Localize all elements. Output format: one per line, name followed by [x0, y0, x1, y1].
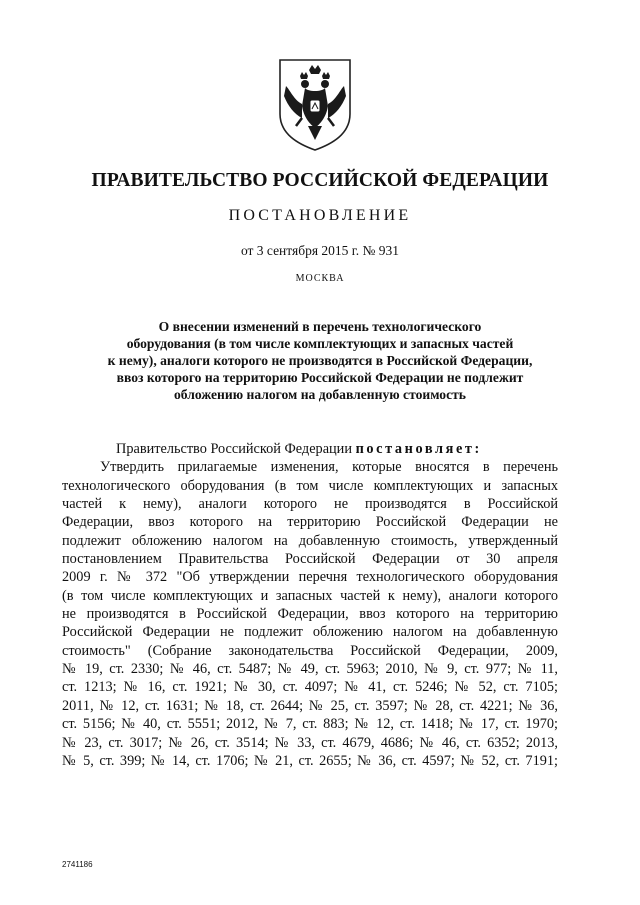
- intro-line: [62, 440, 558, 458]
- subject-line: О внесении изменений в перечень технологического: [158, 319, 482, 334]
- body-line: технологического оборудования (в том числе комплектующих и запасных: [62, 477, 558, 494]
- body-line: частей к нему), аналоги которого не производятся в Российской: [62, 496, 558, 513]
- body-line: стоимость" (Собрание законодательства Российской Федерации, 2009,: [62, 642, 558, 659]
- document-city: МОСКВА: [295, 273, 345, 284]
- body-line: постановлением Правительства Российской Федерации от 30 апреля: [62, 551, 558, 568]
- subject-line: ввоз которого на территорию Российской Федерации не подлежит: [116, 370, 524, 385]
- body-line: подлежит обложению налогом на добавленную стоимость, утвержденный: [62, 532, 558, 549]
- body-line: 2009 г. № 372 "Об утверждении перечня технологического оборудования: [62, 569, 558, 586]
- document-body: [62, 440, 558, 770]
- russian-coat-of-arms-icon: [272, 56, 358, 152]
- document-date-number: от 3 сентября 2015 г. № 931: [240, 243, 400, 258]
- government-title: ПРАВИТЕЛЬСТВО РОССИЙСКОЙ ФЕДЕРАЦИИ: [91, 170, 549, 191]
- body-line: (в том числе комплектующих и запасных частей к нему), аналоги которого: [62, 587, 558, 604]
- body-line: Российской Федерации не подлежит обложению налогом на добавленную: [62, 624, 558, 641]
- intro-text: Правительство Российской Федерации: [116, 441, 356, 457]
- subject-line: обложению налогом на добавленную стоимость: [173, 387, 466, 402]
- document-type: ПОСТАНОВЛЕНИЕ: [228, 207, 412, 224]
- body-line: ст. 5156; № 40, ст. 5551; 2012, № 7, ст. 883; № 12, ст. 1418; № 17, ст. 1970;: [62, 716, 558, 733]
- subject-line: к нему), аналоги которого не производятся в Российской Федерации,: [107, 353, 533, 368]
- body-line: № 5, ст. 399; № 14, ст. 1706; № 21, ст. 2655; № 36, ст. 4597; № 52, ст. 7191;: [62, 752, 558, 769]
- document-code: 2741186: [62, 860, 93, 869]
- body-line: Федерации, ввоз которого на территорию Российской Федерации не: [62, 514, 558, 531]
- body-line: Утвердить прилагаемые изменения, которые вносятся в перечень: [100, 459, 558, 476]
- subject-line: оборудования (в том числе комплектующих и запасных частей: [126, 336, 514, 351]
- intro-keyword: постановляет:: [355, 441, 482, 457]
- body-line: ст. 1213; № 16, ст. 1921; № 30, ст. 4097; № 41, ст. 5246; № 52, ст. 7105;: [62, 679, 558, 696]
- body-line: № 19, ст. 2330; № 46, ст. 5487; № 49, ст. 5963; 2010, № 9, ст. 977; № 11,: [62, 661, 558, 678]
- body-line: не производятся в Российской Федерации, ввоз которого на территорию: [62, 606, 558, 623]
- body-line: 2011, № 12, ст. 1631; № 18, ст. 2644; № 25, ст. 3597; № 28, ст. 4221; № 36,: [62, 697, 558, 714]
- document-subject: [60, 318, 580, 403]
- body-line: № 23, ст. 3017; № 26, ст. 3514; № 33, ст. 4679, 4686; № 46, ст. 6352; 2013,: [62, 734, 558, 751]
